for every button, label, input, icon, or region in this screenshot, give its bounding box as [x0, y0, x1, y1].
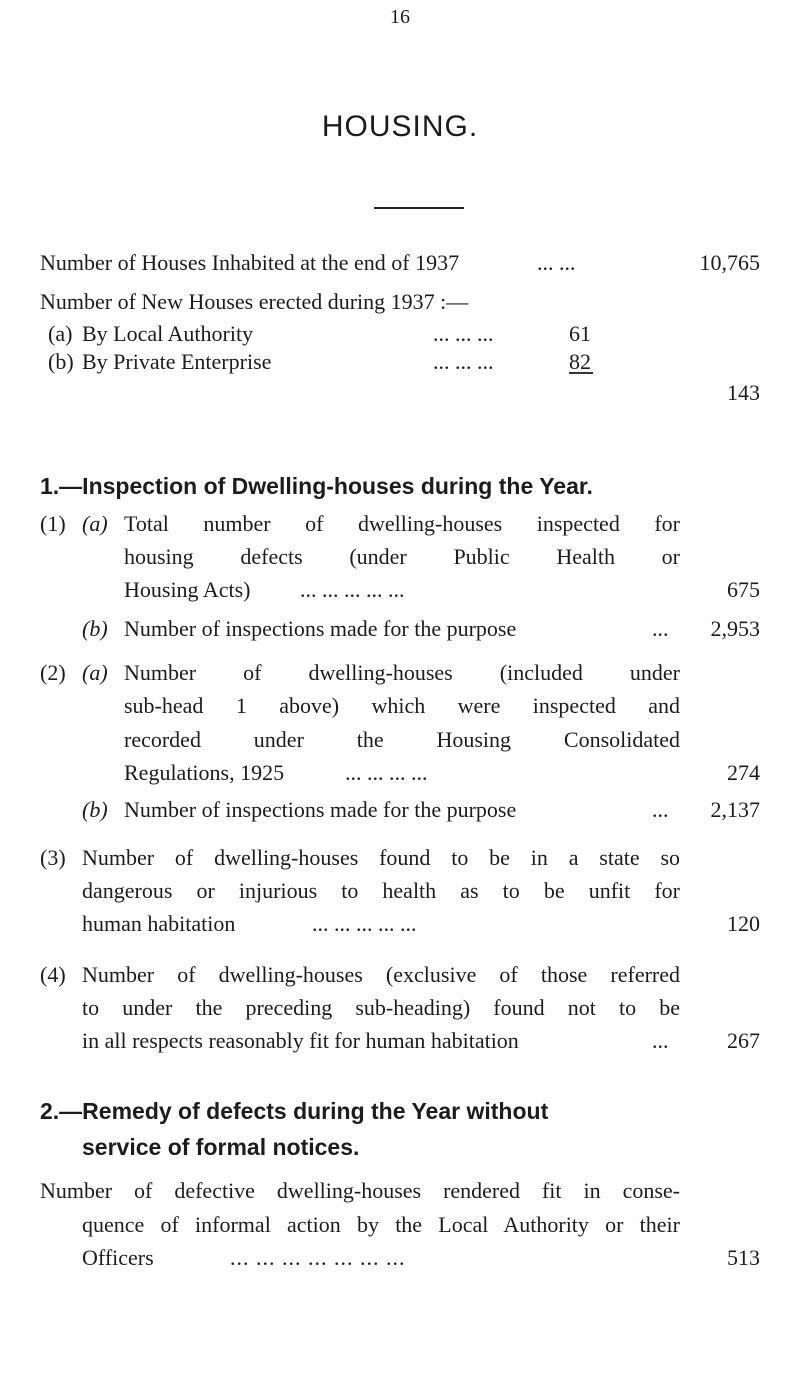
section-2-heading: 2.—Remedy of defects during the Year without	[40, 1098, 549, 1124]
item-2a-dots: ... ... ... ...	[345, 760, 428, 785]
item-1b-dots: ...	[652, 616, 669, 641]
item-2b-dots: ...	[652, 797, 669, 822]
item-1a-line: Total number of dwelling-houses inspected for	[124, 511, 680, 536]
item-4-value: 267	[727, 1028, 760, 1053]
item-1a-value: 675	[727, 577, 760, 602]
item-1a-line: Housing Acts)	[124, 577, 251, 602]
item-2a-line: Regulations, 1925	[124, 760, 285, 785]
item-2b-value: 2,137	[710, 797, 760, 822]
item-4-line: Number of dwelling-houses (exclusive of those referred	[82, 962, 680, 987]
item-4-line: to under the preceding sub-heading) found not to be	[82, 995, 680, 1020]
local-authority-dots: ... ... ...	[433, 321, 494, 346]
section-2-dots: ... ... ... ... ... ... ...	[230, 1245, 406, 1270]
item-1a-dots: ... ... ... ... ...	[300, 577, 405, 602]
item-2a-marker: (a)	[82, 660, 108, 685]
section-2-line: quence of informal action by the Local Authority or their	[82, 1212, 680, 1237]
local-authority-value: 61	[569, 321, 591, 346]
item-3-number: (3)	[40, 845, 66, 870]
new-houses-label: Number of New Houses erected during 1937 :—	[40, 289, 469, 314]
item-1a-line: housing defects (under Public Health or	[124, 544, 680, 569]
title-divider	[374, 207, 464, 209]
item-2b-marker: (b)	[82, 797, 108, 822]
sum-rule	[569, 372, 593, 374]
private-enterprise-label: By Private Enterprise	[82, 349, 272, 374]
item-2a-line: Number of dwelling-houses (included under	[124, 660, 680, 685]
item-1b-marker: (b)	[82, 616, 108, 641]
item-3-value: 120	[727, 911, 760, 936]
inhabited-value: 10,765	[699, 250, 760, 275]
item-4-line: in all respects reasonably fit for human habitation	[82, 1028, 519, 1053]
item-2a-line: recorded under the Housing Consolidated	[124, 727, 680, 752]
item-2a-line: sub-head 1 above) which were inspected and	[124, 693, 680, 718]
item-1b-label: Number of inspections made for the purpose	[124, 616, 517, 641]
section-2-line: Officers	[82, 1245, 154, 1270]
item-2b-label: Number of inspections made for the purpose	[124, 797, 517, 822]
item-1a-marker: (a)	[82, 511, 108, 536]
item-1-number: (1)	[40, 511, 66, 536]
section-2-heading-continued: service of formal notices.	[82, 1134, 360, 1160]
page-title: HOUSING.	[321, 110, 479, 143]
item-4-dots: ...	[652, 1028, 669, 1053]
private-enterprise-value: 82	[569, 349, 591, 374]
item-1b-value: 2,953	[710, 616, 760, 641]
local-authority-label: By Local Authority	[82, 321, 254, 346]
item-3-line: dangerous or injurious to health as to be unfit for	[82, 878, 680, 903]
item-3-dots: ... ... ... ... ...	[312, 911, 417, 936]
item-2-number: (2)	[40, 660, 66, 685]
item-4-number: (4)	[40, 962, 66, 987]
inhabited-dots: ... ...	[537, 250, 576, 275]
item-2a-value: 274	[727, 760, 760, 785]
item-3-line: human habitation	[82, 911, 236, 936]
item-3-line: Number of dwelling-houses found to be in a state so	[82, 845, 680, 870]
inhabited-label: Number of Houses Inhabited at the end of 1937	[40, 250, 460, 275]
section-2-value: 513	[727, 1245, 760, 1270]
section-1-heading: 1.—Inspection of Dwelling-houses during the Year.	[40, 473, 593, 499]
section-2-line: Number of defective dwelling-houses rendered fit in conse-	[40, 1178, 680, 1203]
private-enterprise-dots: ... ... ...	[433, 349, 494, 374]
page-number: 16	[390, 6, 410, 28]
private-enterprise-marker: (b)	[48, 349, 74, 374]
local-authority-marker: (a)	[48, 321, 73, 346]
new-houses-total: 143	[727, 380, 760, 405]
